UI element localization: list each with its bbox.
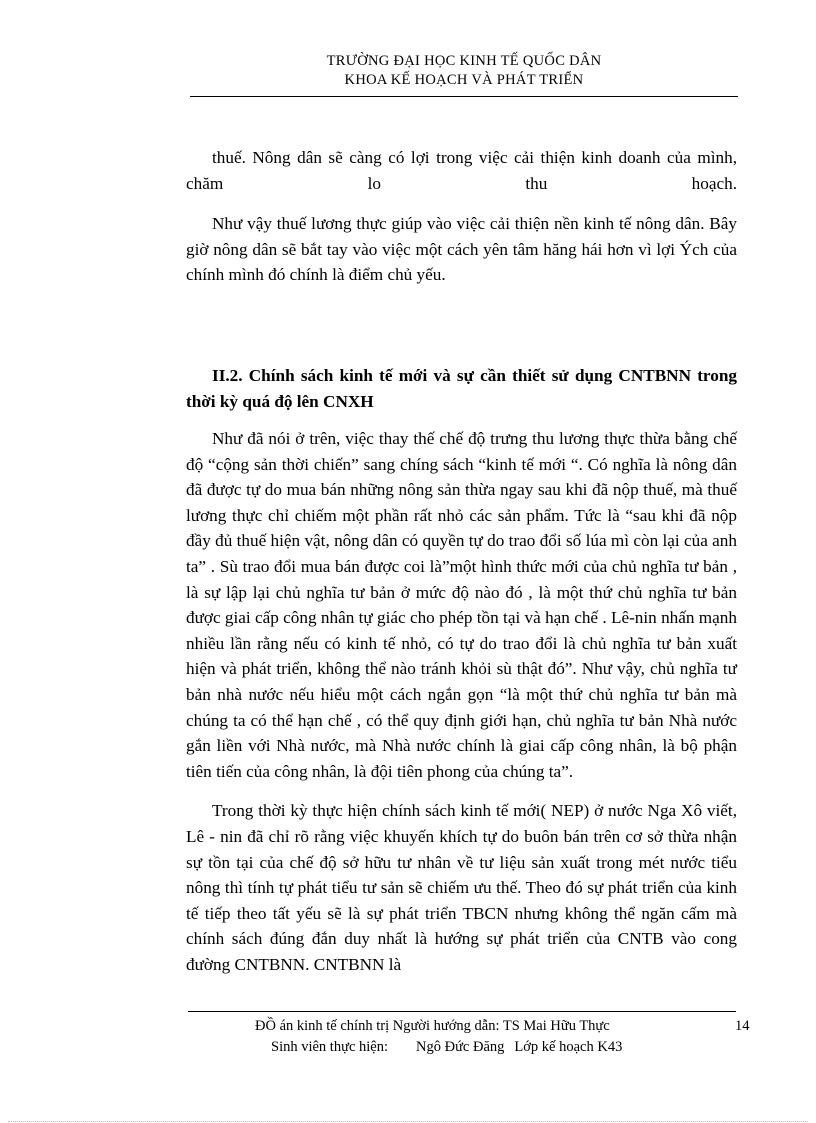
page-edge-border: [8, 1121, 808, 1122]
section-heading: II.2. Chính sách kinh tế mới và sự cần thiết sử dụng CNTBNN trong thời kỳ quá độ lên CNXH: [186, 366, 737, 411]
page-number: 14: [735, 1018, 750, 1034]
university-name: TRƯỜNG ĐẠI HỌC KINH TẾ QUỐC DÂN: [326, 53, 602, 69]
page-footer: [188, 1016, 748, 1058]
header-divider: [190, 96, 738, 97]
class-name: Lớp kế hoạch K43: [514, 1039, 623, 1055]
body-text-top: [186, 145, 737, 288]
paragraph-main-1: Như đã nói ở trên, việc thay thế chế độ trưng thu lương thực thừa bằng chế độ “cộng sản thời chiến” sang chíng sách “kinh tế mới “. Có nghĩa là nông dân đã được tự do mua bán những nông sản thừa ngay sau khi đã nộp thuế, mà thuế lương thực chỉ chiếm một phần rất nhỏ các sản phẩm. Tức là “sau khi đã nộp đầy đủ thuế hiện vật, nông dân có quyền tự do trao đổi số lúa mì còn lại của anh ta” . Sù trao đổi mua bán được coi là”một hình thức mới của chủ nghĩa tư bản , là sự lập lại chủ nghĩa tư bản ở mức độ nào đó , là một thứ chủ nghĩa tư bản được giai cấp công nhân tự giác cho phép tồn tại và hạn chế . Lê-nin nhấn mạnh nhiều lần rằng nếu có kinh tế nhỏ, có tự do trao đổi là chủ nghĩa tư bản xuất hiện và phát triển, không thể nào tránh khỏi sù thật đó”. Như vậy, chủ nghĩa tư bản nhà nước nếu hiểu một cách ngắn gọn “là một thứ chủ nghĩa tư bản mà chúng ta có thể hạn chế , có thể quy định giới hạn, chủ nghĩa tư bản Nhà nước gắn liền với Nhà nước, mà Nhà nước chính là giai cấp công nhân, là bộ phận tiên tiến của công nhân, là đội tiên phong của chúng ta”.: [186, 429, 737, 781]
paragraph-summary: Như vậy thuế lương thực giúp vào việc cải thiện nền kinh tế nông dân. Bây giờ nông dân sẽ bắt tay vào việc một cách yên tâm hăng hái hơn vì lợi Ých của chính mình đó chính là điểm chủ yếu.: [186, 214, 737, 285]
body-text-main: [186, 426, 737, 977]
student-label: Sinh viên thực hiện:: [271, 1039, 388, 1055]
footer-student-info: [188, 1037, 748, 1058]
footer-divider: [188, 1011, 736, 1012]
paragraph-continuation: thuế. Nông dân sẽ càng có lợi trong việc cải thiện kinh doanh của mình, chăm lo thu hoạch.: [186, 148, 737, 193]
paragraph-main-2: Trong thời kỳ thực hiện chính sách kinh tế mới( NEP) ở nước Nga Xô viết, Lê - nin đã chỉ rõ rằng việc khuyến khích tự do buôn bán trên cơ sở thừa nhận sự tồn tại của chế độ sở hữu tư nhân về tư liệu sản xuất trong mét nước tiểu nông thì tính tự phát tiểu tư sản sẽ chiếm ưu thế. Theo đó sự phát triển của kinh tế tiếp theo tất yếu sẽ là sự phát triển TBCN nhưng không thể ngăn cấm mà chính sách đúng đắn duy nhất là hướng sự phát triển của CNTB vào cong đường CNTBNN. CNTBNN là: [186, 801, 737, 974]
footer-project-info: ĐỒ án kinh tế chính trị Người hướng dẫn: TS Mai Hữu Thực: [255, 1018, 610, 1034]
page-header: [190, 52, 738, 90]
student-name: Ngô Đức Đăng: [416, 1039, 505, 1055]
faculty-name: KHOA KẾ HOẠCH VÀ PHÁT TRIỂN: [344, 72, 584, 88]
